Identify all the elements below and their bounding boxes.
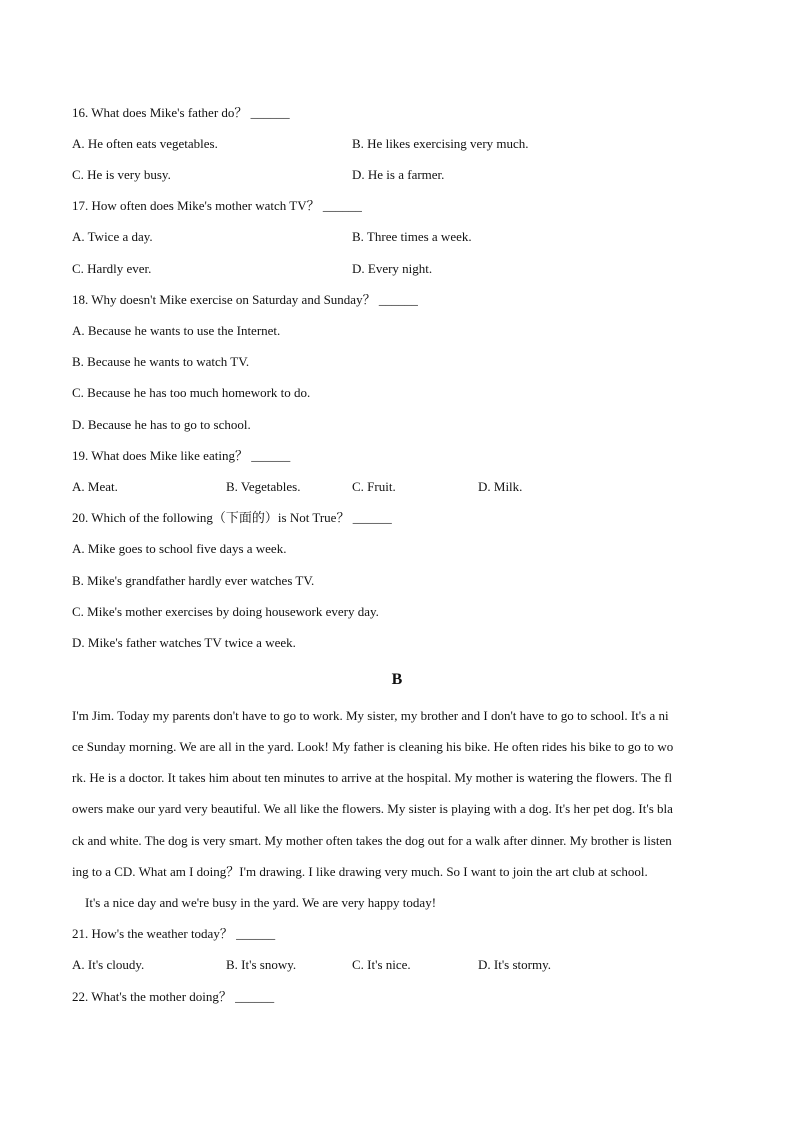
passage-line: ce Sunday morning. We are all in the yard. Look! My father is cleaning his bike. He often rides his bike to go to wo — [72, 739, 674, 754]
question-16-option-b: B. He likes exercising very much. — [352, 136, 529, 151]
question-17-option-b: B. Three times a week. — [352, 229, 472, 244]
question-20-option-d: D. Mike's father watches TV twice a week. — [72, 635, 296, 650]
question-17-stem: 17. How often does Mike's mother watch TV？ ______ — [72, 198, 362, 213]
question-20-option-a: A. Mike goes to school five days a week. — [72, 541, 287, 556]
passage-line: ing to a CD. What am I doing？I'm drawing. I like drawing very much. So I want to join the art club at school. — [72, 864, 648, 879]
question-17-option-c: C. Hardly ever. — [72, 261, 152, 276]
passage-line: owers make our yard very beautiful. We all like the flowers. My sister is playing with a dog. It's her pet dog. It's bla — [72, 801, 673, 816]
question-18-option-c: C. Because he has too much homework to do. — [72, 385, 311, 400]
question-19-option-b: B. Vegetables. — [226, 479, 301, 494]
passage-line: ck and white. The dog is very smart. My mother often takes the dog out for a walk after dinner. My brother is listen — [72, 833, 672, 848]
question-16-option-d: D. He is a farmer. — [352, 167, 445, 182]
question-16-option-c: C. He is very busy. — [72, 167, 171, 182]
question-17-option-a: A. Twice a day. — [72, 229, 153, 244]
question-18-option-a: A. Because he wants to use the Internet. — [72, 323, 281, 338]
question-20-option-b: B. Mike's grandfather hardly ever watches TV. — [72, 573, 315, 588]
question-21-stem: 21. How's the weather today？ ______ — [72, 926, 276, 941]
question-20-option-c: C. Mike's mother exercises by doing housework every day. — [72, 604, 379, 619]
passage-line: rk. He is a doctor. It takes him about ten minutes to arrive at the hospital. My mother is watering the flowers. The fl — [72, 770, 673, 785]
question-21-option-a: A. It's cloudy. — [72, 957, 145, 972]
question-16-option-a: A. He often eats vegetables. — [72, 136, 218, 151]
question-22-stem: 22. What's the mother doing？ ______ — [72, 989, 275, 1004]
question-19-stem: 19. What does Mike like eating？ ______ — [72, 448, 291, 463]
question-18-option-d: D. Because he has to go to school. — [72, 417, 251, 432]
section-b-heading: B — [391, 671, 403, 688]
question-21-option-b: B. It's snowy. — [226, 957, 297, 972]
question-17-option-d: D. Every night. — [352, 261, 433, 276]
question-19-option-c: C. Fruit. — [352, 479, 396, 494]
question-19-option-d: D. Milk. — [478, 479, 523, 494]
question-21-option-d: D. It's stormy. — [478, 957, 551, 972]
question-20-stem: 20. Which of the following（下面的）is Not True？ ______ — [72, 510, 392, 525]
question-18-stem: 18. Why doesn't Mike exercise on Saturday and Sunday？ ______ — [72, 292, 418, 307]
question-16-stem: 16. What does Mike's father do？ ______ — [72, 105, 290, 120]
question-21-option-c: C. It's nice. — [352, 957, 411, 972]
passage-line: It's a nice day and we're busy in the yard. We are very happy today! — [72, 895, 437, 910]
question-18-option-b: B. Because he wants to watch TV. — [72, 354, 250, 369]
question-19-option-a: A. Meat. — [72, 479, 118, 494]
passage-line: I'm Jim. Today my parents don't have to go to work. My sister, my brother and I don't have to go to school. It's a ni — [72, 708, 669, 723]
